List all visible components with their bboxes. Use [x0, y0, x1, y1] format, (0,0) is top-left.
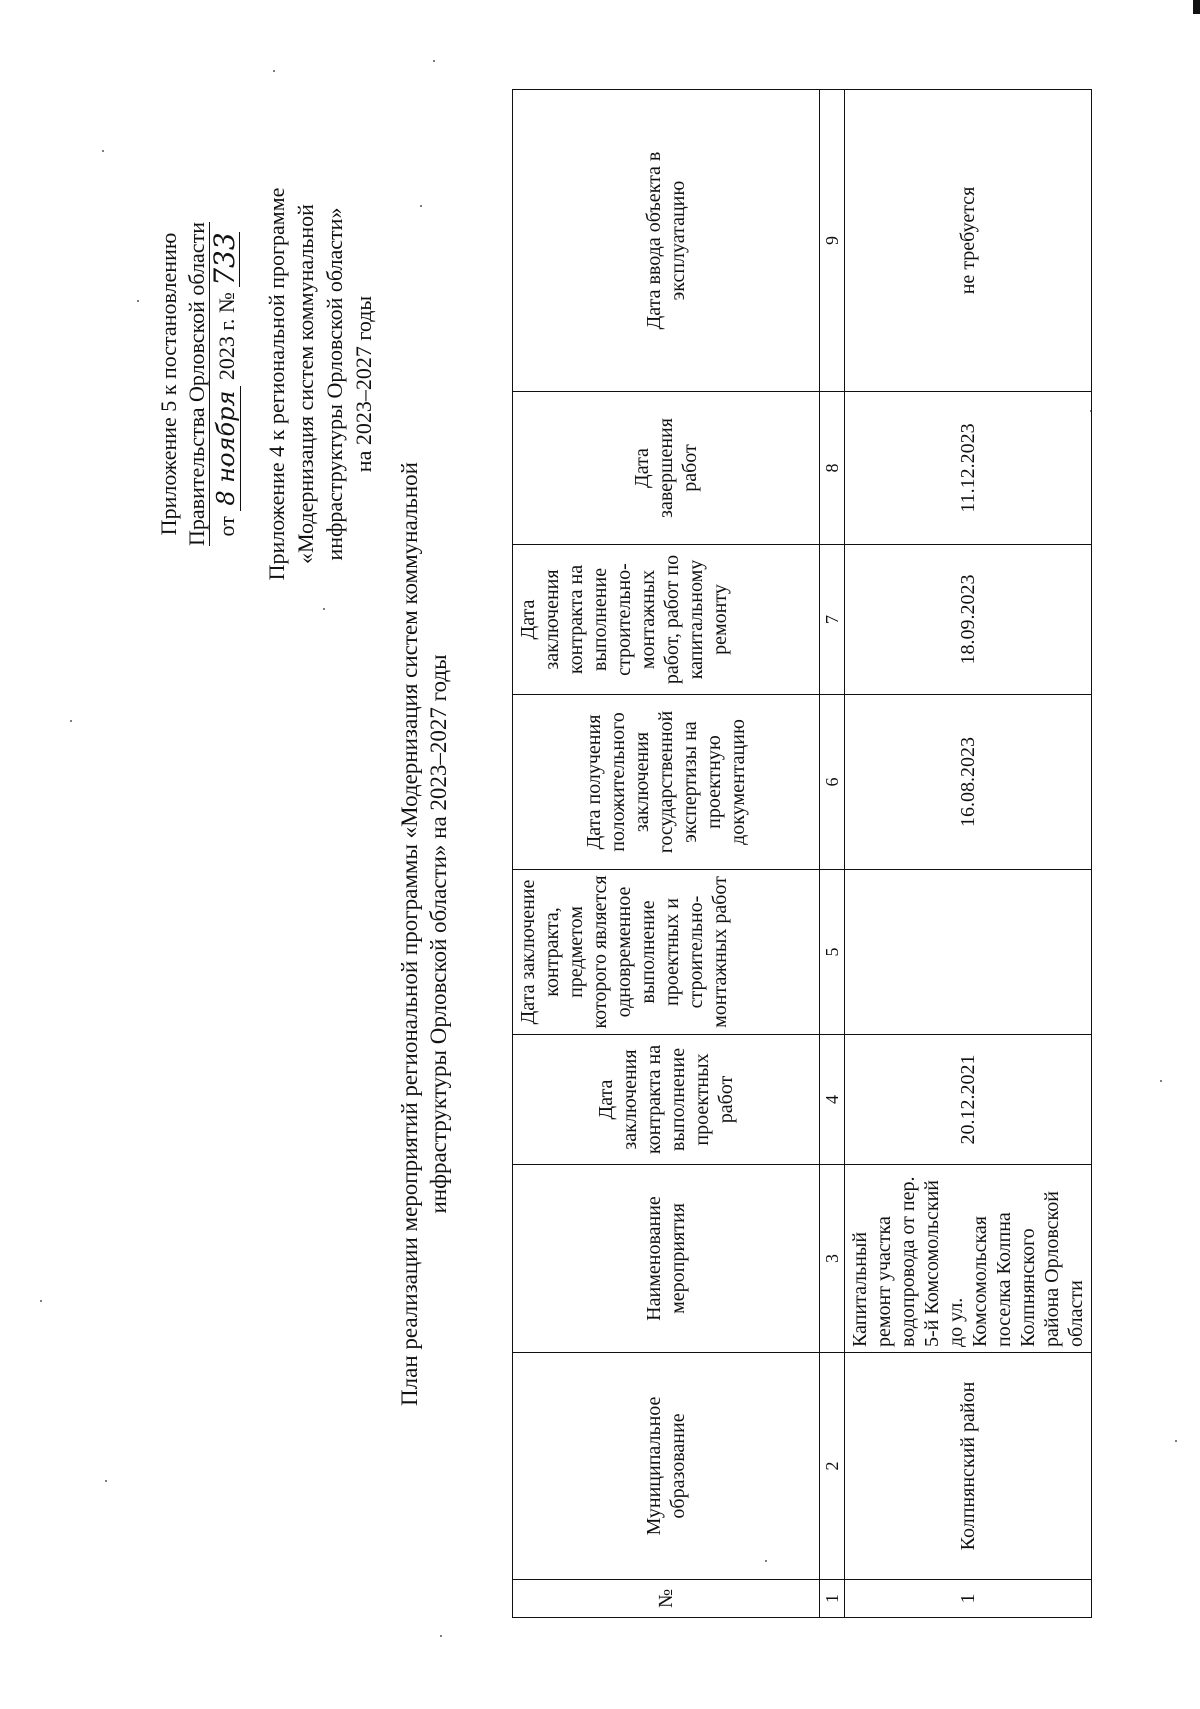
handwritten-date: 8 ноября — [212, 386, 241, 511]
commissioning-date-cell: не требуется — [845, 90, 1092, 392]
event-name-cell: Капитальный ремонт участка водопровода от пер. 5-й Комсомольский до ул. Комсомольская поселка Колпна Колпнянского района Орловской области — [845, 1165, 1092, 1353]
annex-4-line-3: инфраструктуры Орловской области» — [322, 207, 347, 561]
handwritten-number: 733 — [208, 232, 241, 286]
column-number: 5 — [820, 870, 845, 1035]
column-number: 7 — [820, 545, 845, 695]
header-completion-date: Дата завершения работ — [513, 392, 820, 545]
column-number: 8 — [820, 392, 845, 545]
implementation-plan-table — [512, 89, 1092, 1618]
municipality-cell: Колпнянский район — [845, 1353, 1092, 1580]
header-expertise-date: Дата получения положительного заключения государственной экспертизы на проектную документацию — [513, 695, 820, 870]
completion-date-cell: 11.12.2023 — [845, 392, 1092, 545]
column-number: 2 — [820, 1353, 845, 1580]
design-contract-date-cell: 20.12.2021 — [845, 1035, 1092, 1165]
annex-4-line-1: Приложение 4 к региональной программе — [264, 187, 289, 581]
column-number: 3 — [820, 1165, 845, 1353]
approval-line-1: Приложение 5 к постановлению — [156, 232, 181, 536]
document-title — [395, 284, 453, 1584]
column-number: 9 — [820, 90, 845, 392]
table-header-row — [513, 90, 820, 1618]
header-municipality: Муниципальное образование — [513, 1353, 820, 1580]
combined-contract-date-cell — [845, 870, 1092, 1035]
approval-date-prefix: от — [214, 516, 239, 537]
construction-contract-date-cell: 18.09.2023 — [845, 545, 1092, 695]
table-row — [845, 90, 1092, 1618]
document-title-line-1: План реализации мероприятий региональной программы «Модернизация систем коммунальной — [397, 462, 422, 1406]
header-number: № — [513, 1580, 820, 1618]
header-design-contract-date: Дата заключения контракта на выполнение проектных работ — [513, 1035, 820, 1165]
annex-4-block — [262, 69, 378, 699]
header-construction-contract-date: Дата заключения контракта на выполнение строительно-монтажных работ, работ по капитальному ремонту — [513, 545, 820, 695]
header-event-name: Наименование мероприятия — [513, 1165, 820, 1353]
document-title-line-2: инфраструктуры Орловской области» на 2023–2027 годы — [426, 654, 451, 1214]
column-number: 4 — [820, 1035, 845, 1165]
approval-line-2: Правительства Орловской области — [184, 222, 209, 546]
approval-year: 2023 г. № — [214, 292, 239, 381]
header-commissioning-date: Дата ввода объекта в эксплуатацию — [513, 90, 820, 392]
annex-4-line-2: «Модернизация систем коммунальной — [293, 204, 318, 564]
row-number: 1 — [845, 1580, 1092, 1618]
expertise-date-cell: 16.08.2023 — [845, 695, 1092, 870]
annex-4-line-4: на 2023–2027 годы — [351, 295, 376, 473]
column-number-row — [820, 90, 845, 1618]
header-combined-contract-date: Дата заключение контракта, предметом которого является одновременное выполнение проектных и строительно-монтажных работ — [513, 870, 820, 1035]
approval-block — [155, 114, 241, 654]
column-number: 6 — [820, 695, 845, 870]
column-number: 1 — [820, 1580, 845, 1618]
